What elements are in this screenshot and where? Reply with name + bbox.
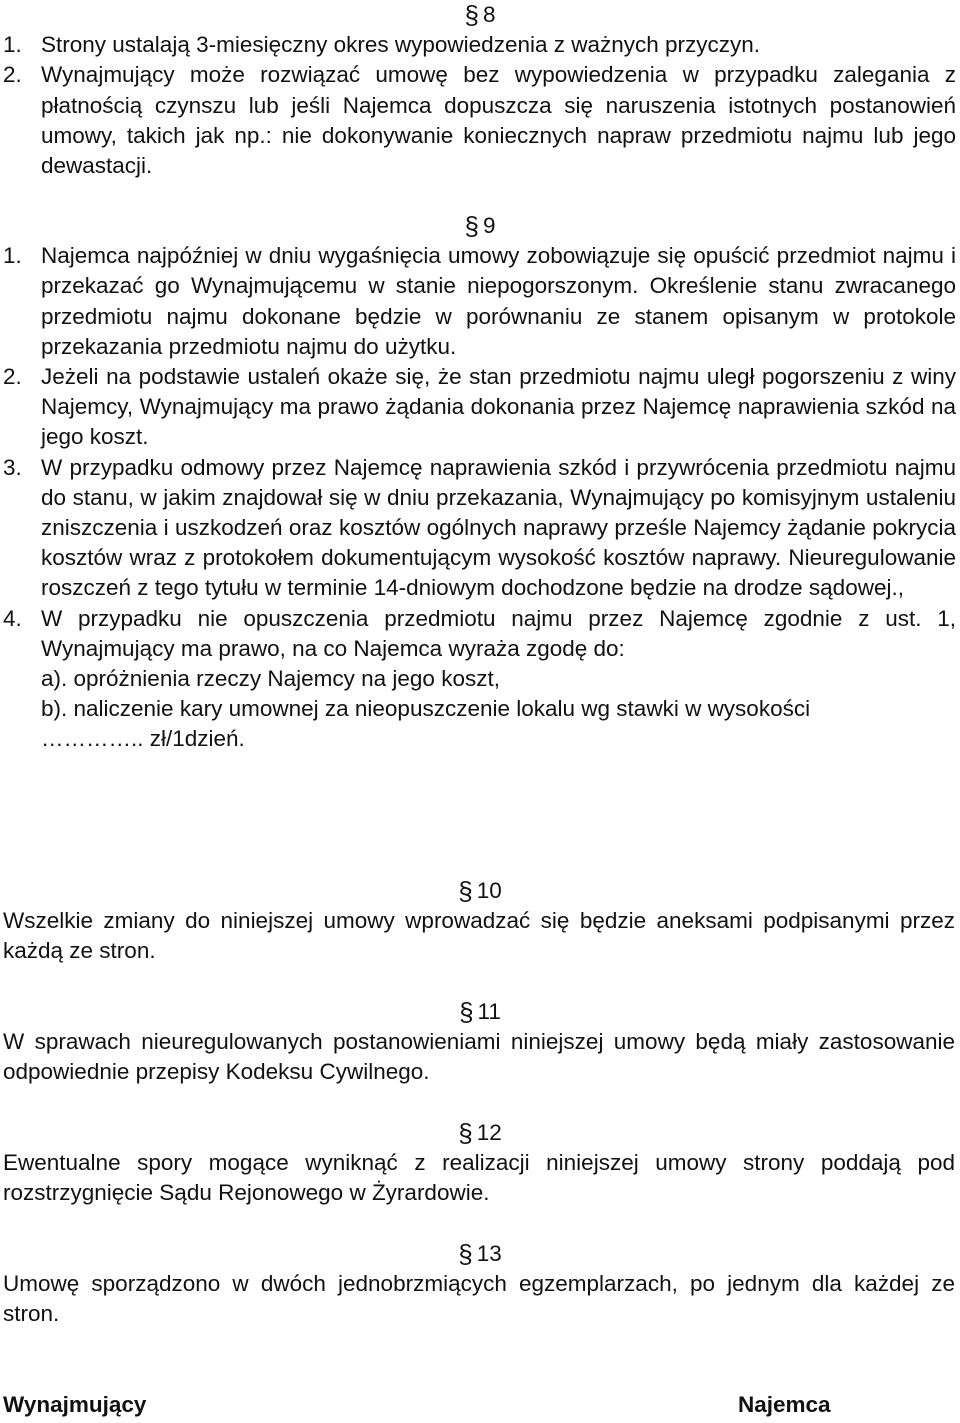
section-number: 13	[476, 1241, 502, 1266]
paragraph: Wszelkie zmiany do niniejszej umowy wprowadzać się będzie aneksami podpisanymi przez każdą ze stron.	[3, 908, 955, 964]
paragraph: Ewentualne spory mogące wyniknąć z realizacji niniejszej umowy strony poddają pod rozstrzygnięcie Sądu Rejonowego w Żyrardowie.	[3, 1150, 955, 1206]
item-text: Jeżeli na podstawie ustaleń okaże się, że stan przedmiotu najmu uległ pogorszeniu z winy Najemcy, Wynajmujący ma prawo żądania dokonania przez Najemcę naprawienia szkód na jego koszt.	[41, 364, 956, 450]
item-text: W przypadku odmowy przez Najemcę naprawienia szkód i przywrócenia przedmiotu najmu do stanu, w jakim znajdował się w dniu przekazania, Wynajmujący po komisyjnym ustaleniu zniszczenia i uszkodzeń oraz kosztów ogólnych naprawy prześle Najemcy żądanie pokrycia kosztów wraz z protokołem dokumentującym wysokość kosztów naprawy. Nieuregulowanie roszczeń z tego tytułu w terminie 14-dniowym dochodzone będzie na drodze sądowej.,	[41, 454, 956, 601]
section-heading	[0, 1118, 960, 1148]
sub-item: ………….. zł/1dzień.	[41, 726, 245, 752]
section-10	[0, 876, 960, 967]
section-symbol: §	[464, 0, 479, 30]
section-heading	[0, 997, 960, 1027]
item-number: 1.	[3, 243, 22, 269]
section-number: 11	[477, 999, 501, 1024]
list-item	[0, 241, 956, 362]
section-heading	[0, 876, 960, 906]
section-symbol: §	[458, 1239, 473, 1269]
sub-item: a). opróżnienia rzeczy Najemcy na jego koszt,	[41, 666, 500, 692]
list-item	[0, 362, 956, 453]
section-11	[0, 997, 960, 1088]
item-number: 4.	[3, 605, 22, 631]
section-number: 9	[482, 213, 496, 238]
section-symbol: §	[458, 1118, 473, 1148]
signature-block	[0, 1390, 960, 1422]
item-text: W przypadku nie opuszczenia przedmiotu najmu przez Najemcę zgodnie z ust. 1, Wynajmujący ma prawo, na co Najemca wyraża zgodę do:	[41, 605, 956, 661]
item-text: Strony ustalają 3-miesięczny okres wypowiedzenia z ważnych przyczyn.	[41, 32, 761, 58]
section-number: 10	[476, 878, 502, 903]
section-heading	[0, 211, 960, 241]
list-item	[0, 60, 956, 181]
signature-landlord: Wynajmujący	[3, 1392, 147, 1417]
section-8	[0, 0, 960, 181]
section-number: 8	[482, 2, 496, 27]
item-text: Najemca najpóźniej w dniu wygaśnięcia umowy zobowiązuje się opuścić przedmiot najmu i przekazać go Wynajmującemu w stanie niepogorszonym. Określenie stanu zwracanego przedmiotu najmu dokonane będzie w porównaniu ze stanem opisanym w protokole przekazania przedmiotu najmu do użytku.	[41, 243, 956, 359]
item-text: Wynajmujący może rozwiązać umowę bez wypowiedzenia w przypadku zalegania z płatnością czynszu lub jeśli Najemca dopuszcza się naruszenia istotnych postanowień umowy, takich jak np.: nie dokonywanie koniecznych napraw przedmiotu najmu lub jego dewastacji.	[41, 62, 956, 178]
signature-tenant: Najemca	[738, 1392, 831, 1417]
list-item	[0, 604, 956, 664]
section-heading	[0, 1239, 960, 1269]
section-13	[0, 1239, 960, 1330]
section-symbol: §	[464, 211, 479, 241]
section-symbol: §	[459, 997, 474, 1027]
section-9	[0, 211, 960, 755]
section-symbol: §	[458, 876, 473, 906]
item-number: 2.	[3, 364, 22, 389]
section-heading	[0, 0, 960, 30]
item-number: 3.	[3, 454, 22, 480]
paragraph: W sprawach nieuregulowanych postanowieniami niniejszej umowy będą miały zastosowanie odpowiednie przepisy Kodeksu Cywilnego.	[3, 1029, 955, 1085]
item-number: 2.	[3, 62, 22, 88]
paragraph: Umowę sporządzono w dwóch jednobrzmiących egzemplarzach, po jednym dla każdej ze stron.	[3, 1271, 955, 1327]
list-item	[0, 453, 956, 604]
item-number: 1.	[3, 32, 22, 58]
section-12	[0, 1118, 960, 1209]
section-number: 12	[476, 1120, 502, 1145]
list-item	[0, 30, 956, 60]
sub-item: b). naliczenie kary umownej za nieopuszczenie lokalu wg stawki w wysokości	[41, 696, 811, 722]
